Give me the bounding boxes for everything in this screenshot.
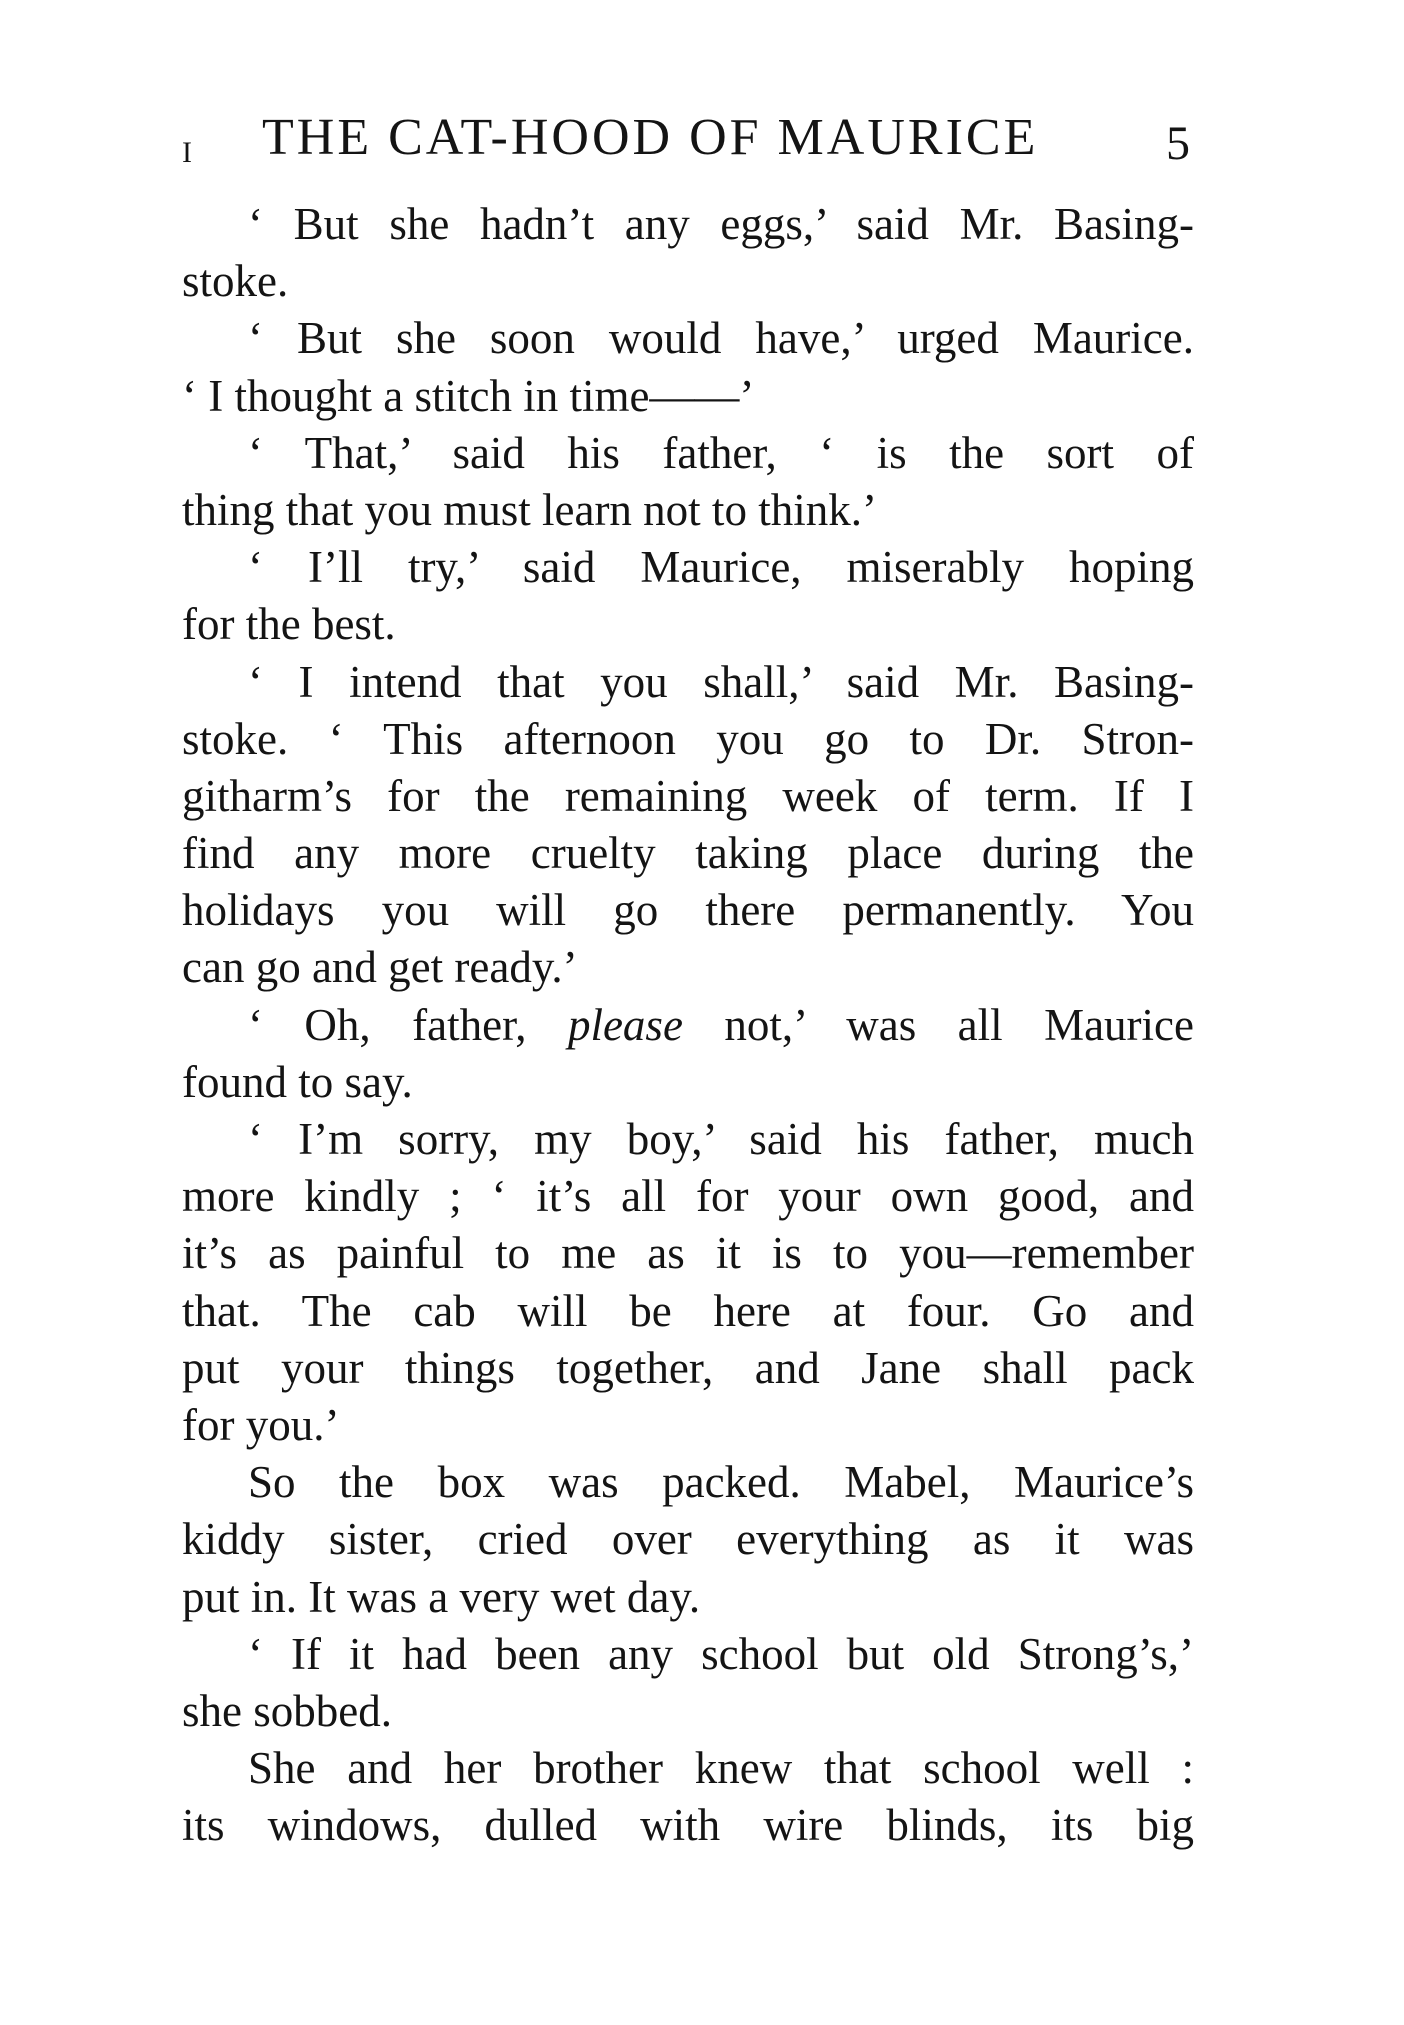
text-line: that. The cab will be here at four. Go and — [182, 1285, 1194, 1336]
text-line: So the box was packed. Mabel, Maurice’s — [248, 1457, 1194, 1508]
text-line: put your things together, and Jane shall pack — [182, 1342, 1194, 1393]
italic-emphasis: please — [567, 999, 683, 1050]
text-line: put in. It was a very wet day. — [182, 1571, 701, 1622]
text-line: ‘ That,’ said his father, ‘ is the sort of — [248, 427, 1194, 478]
text-line: ‘ But she hadn’t any eggs,’ said Mr. Basing- — [248, 199, 1194, 249]
text-line: ‘ I intend that you shall,’ said Mr. Basing- — [248, 656, 1194, 707]
text-line: find any more cruelty taking place during the — [182, 828, 1194, 879]
running-header — [182, 108, 1194, 168]
text-line: for the best. — [182, 599, 396, 650]
text-line: stoke. ‘ This afternoon you go to Dr. Stron- — [182, 713, 1194, 764]
text-line: She and her brother knew that school well : — [248, 1743, 1194, 1794]
text-line: ‘ I thought a stitch in time——’ — [182, 370, 755, 421]
text-line: ‘ Oh, father, please not,’ was all Maurice — [248, 999, 1194, 1050]
text-line: holidays you will go there permanently. You — [182, 885, 1194, 936]
text-line: more kindly ; ‘ it’s all for your own good, and — [182, 1171, 1194, 1222]
running-title: THE CAT-HOOD OF MAURICE — [262, 109, 1039, 166]
text-line: for you.’ — [182, 1399, 340, 1450]
chapter-numeral: I — [182, 136, 192, 169]
text-line: kiddy sister, cried over everything as it was — [182, 1514, 1194, 1565]
text-line: she sobbed. — [182, 1685, 392, 1736]
text-line: found to say. — [182, 1056, 413, 1107]
text-line: ‘ I’m sorry, my boy,’ said his father, much — [248, 1114, 1194, 1164]
text-line: stoke. — [182, 256, 289, 307]
text-line: githarm’s for the remaining week of term. If I — [182, 770, 1194, 821]
body-text — [182, 196, 1194, 1854]
text-line: ‘ If it had been any school but old Strong’s,’ — [248, 1628, 1194, 1679]
text-line: it’s as painful to me as it is to you—remember — [182, 1228, 1194, 1279]
text-line: thing that you must learn not to think.’ — [182, 484, 877, 535]
text-line: its windows, dulled with wire blinds, its big — [182, 1800, 1194, 1851]
text-line: ‘ I’ll try,’ said Maurice, miserably hoping — [248, 542, 1194, 593]
text-line: ‘ But she soon would have,’ urged Maurice. — [248, 313, 1194, 364]
page-number: 5 — [1166, 117, 1190, 170]
text-line: can go and get ready.’ — [182, 942, 578, 993]
